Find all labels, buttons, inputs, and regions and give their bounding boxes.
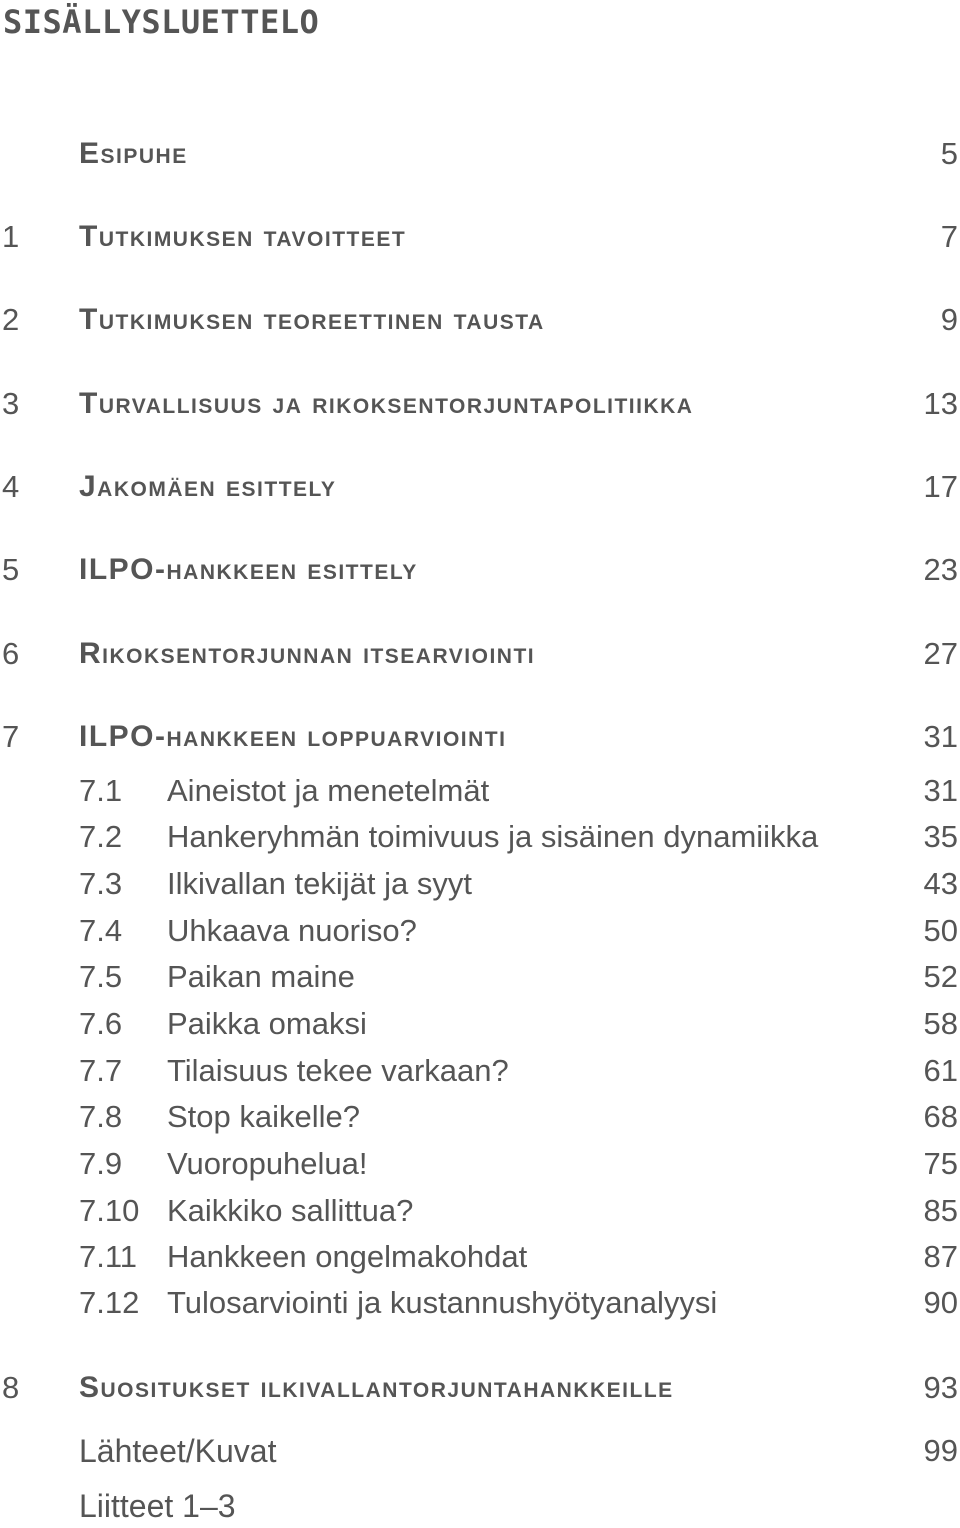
toc-entry-chapter-1[interactable] — [0, 215, 958, 259]
toc-subentry-7-3[interactable] — [0, 862, 958, 906]
toc-subentry-label: Tilaisuus tekee varkaan? — [167, 1053, 509, 1088]
toc-entry-chapter-5[interactable] — [0, 548, 958, 592]
toc-entry-label: ILPO-hankkeen esittely — [79, 553, 418, 586]
toc-entry-label: Lähteet/Kuvat — [79, 1433, 277, 1469]
toc-entry-label: Turvallisuus ja rikoksentorjuntapolitiikka — [79, 387, 694, 420]
toc-entry-number: 2 — [2, 302, 20, 337]
toc-subentry-7-5[interactable] — [0, 955, 958, 999]
toc-entry-label: Tutkimuksen teoreettinen tausta — [79, 303, 545, 336]
toc-subentry-7-9[interactable] — [0, 1142, 958, 1186]
toc-subentry-page: 75 — [923, 1146, 958, 1181]
toc-subentry-page: 50 — [923, 913, 958, 948]
toc-entry-number: 1 — [2, 219, 20, 254]
toc-entry-chapter-3[interactable] — [0, 382, 958, 426]
toc-entry-page: 99 — [923, 1433, 958, 1468]
toc-entry-page: 17 — [923, 469, 958, 504]
toc-subentry-7-11[interactable] — [0, 1235, 958, 1279]
toc-subentry-page: 90 — [923, 1285, 958, 1320]
toc-subentry-label: Hankeryhmän toimivuus ja sisäinen dynamiikka — [167, 819, 819, 854]
toc-entry-page: 5 — [940, 136, 958, 171]
toc-subentry-label: Tulosarviointi ja kustannushyötyanalyysi — [167, 1285, 718, 1320]
toc-subentry-page: 58 — [923, 1006, 958, 1041]
toc-entry-preface[interactable] — [0, 132, 958, 176]
toc-entry-chapter-2[interactable] — [0, 298, 958, 342]
toc-subentry-number: 7.5 — [79, 959, 123, 994]
toc-entry-references[interactable] — [0, 1429, 958, 1473]
toc-entry-number: 6 — [2, 636, 20, 671]
toc-subentry-number: 7.9 — [79, 1146, 123, 1181]
toc-subentry-label: Aineistot ja menetelmät — [167, 773, 490, 808]
toc-entry-chapter-7[interactable] — [0, 715, 958, 759]
toc-subentry-label: Kaikkiko sallittua? — [167, 1193, 414, 1228]
toc-subentry-page: 35 — [923, 819, 958, 854]
page-title: SISÄLLYSLUETTELO — [3, 3, 320, 41]
toc-entry-number: 4 — [2, 469, 20, 504]
toc-entry-appendices[interactable] — [0, 1484, 958, 1528]
toc-subentry-label: Hankkeen ongelmakohdat — [167, 1239, 528, 1274]
toc-subentry-number: 7.8 — [79, 1099, 123, 1134]
toc-subentry-label: Paikka omaksi — [167, 1006, 367, 1041]
toc-subentry-7-1[interactable] — [0, 769, 958, 813]
toc-entry-page: 31 — [923, 719, 958, 754]
toc-subentry-page: 85 — [923, 1193, 958, 1228]
toc-entry-number: 3 — [2, 386, 20, 421]
toc-subentry-number: 7.3 — [79, 866, 123, 901]
toc-subentry-7-8[interactable] — [0, 1095, 958, 1139]
toc-entry-page: 7 — [940, 219, 958, 254]
toc-entry-number: 5 — [2, 552, 20, 587]
toc-subentry-number: 7.12 — [79, 1285, 140, 1320]
toc-entry-chapter-4[interactable] — [0, 465, 958, 509]
toc-entry-page: 27 — [923, 636, 958, 671]
toc-entry-chapter-8[interactable] — [0, 1366, 958, 1410]
toc-subentry-page: 87 — [923, 1239, 958, 1274]
toc-subentry-7-12[interactable] — [0, 1281, 958, 1325]
toc-subentry-label: Paikan maine — [167, 959, 355, 994]
toc-subentry-label: Stop kaikelle? — [167, 1099, 361, 1134]
toc-subentry-number: 7.1 — [79, 773, 123, 808]
toc-subentry-7-7[interactable] — [0, 1049, 958, 1093]
toc-subentry-7-2[interactable] — [0, 815, 958, 859]
toc-entry-page: 13 — [923, 386, 958, 421]
toc-subentry-page: 68 — [923, 1099, 958, 1134]
toc-subentry-label: Uhkaava nuoriso? — [167, 913, 417, 948]
toc-entry-label: ILPO-hankkeen loppuarviointi — [79, 720, 507, 753]
toc-entry-chapter-6[interactable] — [0, 632, 958, 676]
toc-subentry-page: 43 — [923, 866, 958, 901]
toc-subentry-number: 7.10 — [79, 1193, 140, 1228]
toc-subentry-label: Vuoropuhelua! — [167, 1146, 368, 1181]
toc-entry-label: Liitteet 1–3 — [79, 1488, 236, 1524]
toc-subentry-7-10[interactable] — [0, 1189, 958, 1233]
toc-entry-page: 93 — [923, 1370, 958, 1405]
toc-subentry-7-6[interactable] — [0, 1002, 958, 1046]
toc-subentry-number: 7.2 — [79, 819, 123, 854]
toc-entry-label: Rikoksentorjunnan itsearviointi — [79, 637, 536, 670]
toc-subentry-number: 7.11 — [79, 1239, 138, 1274]
toc-subentry-page: 52 — [923, 959, 958, 994]
toc-entry-page: 23 — [923, 552, 958, 587]
toc-entry-page: 9 — [940, 302, 958, 337]
toc-subentry-7-4[interactable] — [0, 909, 958, 953]
toc-entry-label: Esipuhe — [79, 137, 188, 170]
toc-subentry-number: 7.4 — [79, 913, 123, 948]
toc-subentry-number: 7.6 — [79, 1006, 123, 1041]
toc-entry-number: 8 — [2, 1370, 20, 1405]
toc-subentry-page: 31 — [923, 773, 958, 808]
toc-subentry-page: 61 — [923, 1053, 958, 1088]
toc-subentry-number: 7.7 — [79, 1053, 123, 1088]
toc-entry-label: Jakomäen esittely — [79, 470, 337, 503]
toc-subentry-label: Ilkivallan tekijät ja syyt — [167, 866, 472, 901]
toc-entry-label: Tutkimuksen tavoitteet — [79, 220, 407, 253]
toc-entry-label: Suositukset ilkivallantorjuntahankkeille — [79, 1371, 674, 1404]
toc-entry-number: 7 — [2, 719, 20, 754]
